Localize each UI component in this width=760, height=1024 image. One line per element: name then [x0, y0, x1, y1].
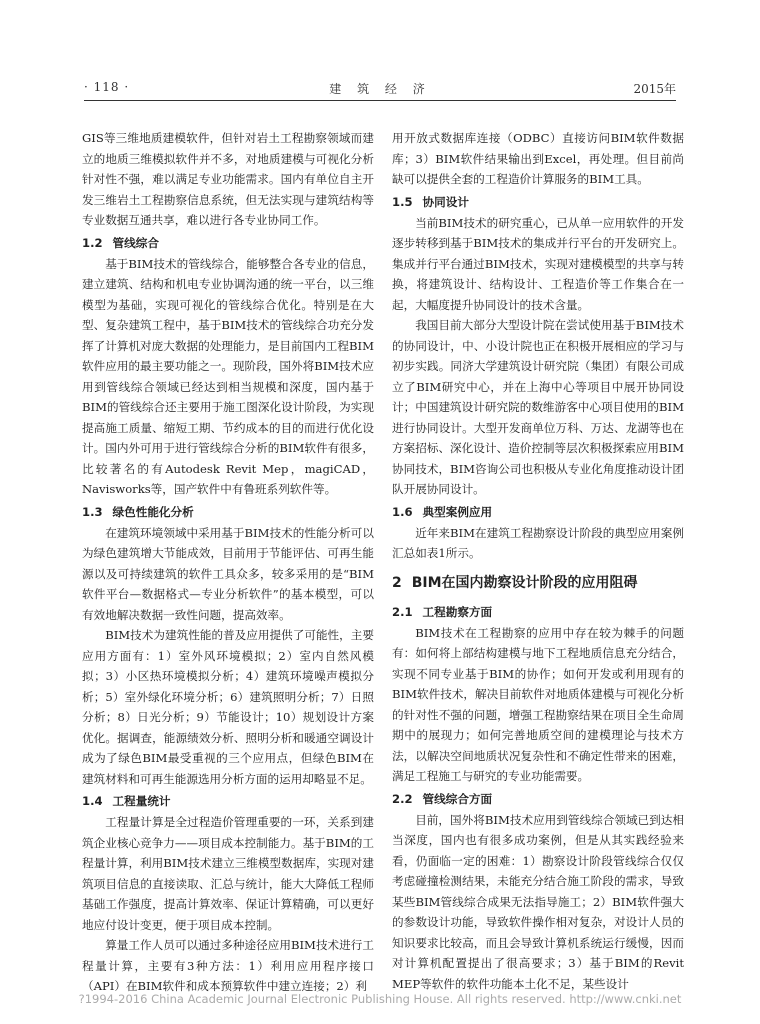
paragraph: BIM技术在工程勘察的应用中存在较为棘手的问题有：如何将上部结构建模与地下工程地质信息充分结合，实现不同专业基于BIM的协作；如何开发或利用现有的BIM软件技术，解决目前软件对地质体建模与可视化分析的针对性不强的问题，增强工程勘察结果在项目全生命周期中的展现力；如何完善地质空间的建模理论与技术方法，以解决空间地质状况复杂性和不确定性带来的困难，满足工程施工与研究的专业功能需要。 — [392, 625, 684, 783]
section-title: 管线综合方面 — [422, 791, 493, 806]
section-heading-2 — [392, 572, 684, 594]
section-number: 1.4 — [82, 794, 103, 808]
section-title: 工程勘察方面 — [422, 604, 493, 619]
paragraph: 算量工作人员可以通过多种途径应用BIM技术进行工程量计算，主要有3种方法：1）利用应用程序接口（API）在BIM软件和成本预算软件中建立连接；2）利 — [82, 938, 374, 993]
paragraph: GIS等三维地质建模软件，但针对岩土工程勘察领域而建立的地质三维模拟软件并不多，对地质建模与可视化分析针对性不强，难以满足专业功能需求。国内有单位自主开发三维岩土工程勘察信息系统，但无法实现与建筑结构等专业数据互通共享，难以进行各专业协同工作。 — [82, 131, 374, 227]
section-heading-2-2 — [392, 789, 684, 809]
section-title: 协同设计 — [422, 194, 469, 209]
section-heading-1-6 — [392, 502, 684, 522]
section-title: 管线综合 — [112, 235, 159, 250]
section-heading-1-2 — [82, 233, 374, 253]
paragraph: 基于BIM技术的管线综合，能够整合各专业的信息，建立建筑、结构和机电专业协调沟通的统一平台，以三维模型为基础，实现可视化的管线综合优化。特别是在大型、复杂建筑工程中，基于BIM技术的管线综合功充分发挥了计算机对庞大数据的处理能力，是目前国内工程BIM软件应用的最主要功能之一。现阶段，国外将BIM技术应用到管线综合领域已经达到相当规模和深度，国内基于BIM的管线综合还主要用于施工图深化设计阶段，为实现提高施工质量、缩短工期、节约成本的目的而进行优化设计。国内外可用于进行管线综合分析的BIM软件有很多，比较著名的有Autodesk Revit Mep，magiCAD，Navisworks等，国产软件中有鲁班系列软件等。 — [82, 256, 374, 496]
section-heading-1-5 — [392, 192, 684, 212]
paragraph: 近年来BIM在建筑工程勘察设计阶段的典型应用案例汇总如表1所示。 — [392, 525, 684, 560]
journal-name: 建 筑 经 济 — [329, 82, 431, 96]
section-title: 绿色性能化分析 — [112, 504, 194, 519]
page-number: · 118 · — [84, 80, 130, 94]
section-title: 工程量统计 — [112, 794, 171, 808]
section-number: 1.5 — [392, 194, 413, 209]
section-title: 典型案例应用 — [422, 504, 493, 519]
section-number: 2.2 — [392, 791, 413, 806]
running-header — [84, 76, 676, 101]
paragraph: 目前，国外将BIM技术应用到管线综合领域已到达相当深度，国内也有很多成功案例，但是从其实践经验来看，仍面临一定的困难：1）勘察设计阶段管线综合仅仅考虑碰撞检测结果，未能充分结合施工阶段的需求，导致某些BIM管线综合成果无法指导施工；2）BIM软件强大的参数设计功能，导致软件操作相对复杂，对设计人员的知识要求比较高，而且会导致计算机系统运行缓慢，因而对计算机配置提出了很高要求；3）基于BIM的Revit MEP等软件的软件功能本土化不足，某些设计 — [392, 812, 684, 991]
section-number: 2.1 — [392, 604, 413, 619]
right-column — [392, 128, 684, 994]
paragraph: 工程量计算是全过程造价管理重要的一环，关系到建筑企业核心竞争力——项目成本控制能力。基于BIM的工程量计算，利用BIM技术建立三维模型数据库，实现对建筑项目信息的直接读取、汇总与统计，能大大降低工程师基础工作强度，提高计算效率、保证计算精确，可以更好地应付设计变更，便于项目成本控制。 — [82, 815, 374, 932]
paragraph: BIM技术为建筑性能的普及应用提供了可能性，主要应用方面有：1）室外风环境模拟；2）室内自然风模拟；3）小区热环境模拟分析；4）建筑环境噪声模拟分析；5）室外绿化环境分析；6）建筑照明分析；7）日照分析；8）日光分析；9）节能设计；10）规划设计方案优化。据调查，能源绩效分析、照明分析和暖通空调设计成为了绿色BIM最受重视的三个应用点，但绿色BIM在建筑材料和可再生能源选用分析方面的运用却略显不足。 — [82, 628, 374, 786]
left-column — [82, 128, 374, 997]
paragraph: 在建筑环境领域中采用基于BIM技术的性能分析可以为绿色建筑增大节能成效，目前用于节能评估、可再生能源以及可持续建筑的软件工具众多，较多采用的是“BIM软件平台—数据格式—专业分析软件”的基本模型，可以有效地解决数据一致性问题，提高效率。 — [82, 525, 374, 622]
section-number: 1.3 — [82, 504, 103, 519]
paragraph: 用开放式数据库连接（ODBC）直接访问BIM软件数据库；3）BIM软件结果输出到Excel，再处理。但目前尚缺可以提供全套的工程造价计算服务的BIM工具。 — [392, 131, 684, 186]
section-heading-2-1 — [392, 602, 684, 622]
section-number: 1.2 — [82, 235, 103, 250]
section-heading-1-4 — [82, 791, 374, 811]
issue-year: 2015年 — [633, 82, 676, 96]
section-number: 1.6 — [392, 504, 413, 519]
section-title: BIM在国内勘察设计阶段的应用阻碍 — [411, 574, 638, 591]
section-number: 2 — [392, 574, 402, 591]
paragraph: 我国目前大部分大型设计院在尝试使用基于BIM技术的协同设计，中、小设计院也正在积极开展相应的学习与初步实践。同济大学建筑设计研究院（集团）有限公司成立了BIM研究中心，并在上海中心等项目中展开协同设计；中国建筑设计研究院的数维游客中心项目使用的BIM进行协同设计。大型开发商单位万科、万达、龙湖等也在方案招标、深化设计、造价控制等层次积极探索应用BIM协同技术，BIM咨询公司也积极从专业化角度推动设计团队开展协同设计。 — [392, 318, 684, 496]
section-heading-1-3 — [82, 502, 374, 522]
copyright-footer: ?1994-2016 China Academic Journal Electronic Publishing House. All rights reserved. http://www.cnki.net — [78, 992, 682, 1006]
paragraph: 当前BIM技术的研究重心，已从单一应用软件的开发逐步转移到基于BIM技术的集成并行平台的开发研究上。集成并行平台通过BIM技术，实现对建模模型的共享与转换，将建筑设计、结构设计、工程造价等工作集合在一起，大幅度提升协同设计的技术含量。 — [392, 215, 684, 312]
